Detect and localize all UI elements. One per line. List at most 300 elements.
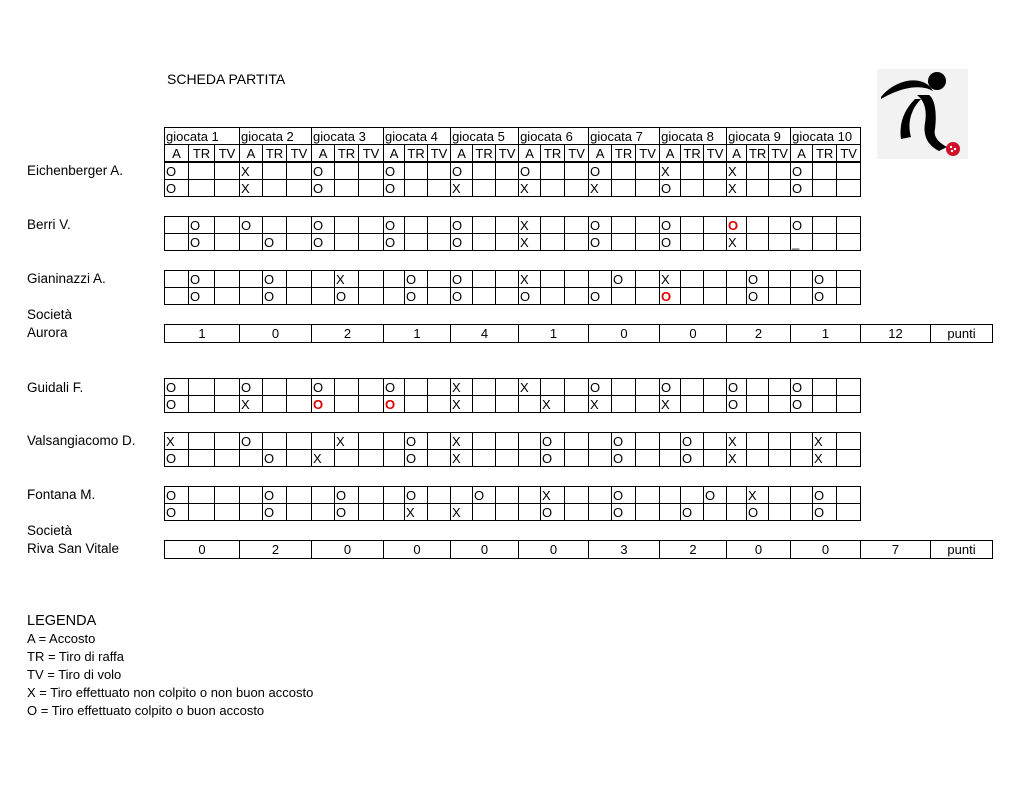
subcol-header: TV	[636, 145, 660, 162]
score-cell: O	[589, 163, 612, 180]
score-cell: O	[727, 396, 747, 413]
score-cell	[384, 487, 405, 504]
score-cell: O	[791, 163, 813, 180]
score-cell: O	[384, 379, 405, 396]
score-cell	[287, 433, 312, 450]
score-cell: O	[312, 379, 335, 396]
score-cell	[769, 217, 791, 234]
legend-item: O = Tiro effettuato colpito o buon accosto	[27, 703, 265, 718]
score-grid	[164, 216, 861, 251]
score-cell	[496, 379, 519, 396]
score-row	[165, 217, 861, 234]
score-cell: O	[312, 180, 335, 197]
score-cell	[769, 379, 791, 396]
score-cell: O	[165, 504, 189, 521]
giocata-total: 2	[660, 541, 727, 559]
score-cell	[769, 180, 791, 197]
score-cell	[660, 433, 681, 450]
score-cell: O	[612, 433, 636, 450]
subcol-header: TR	[405, 145, 428, 162]
score-cell	[359, 504, 384, 521]
score-cell	[165, 217, 189, 234]
score-cell	[704, 450, 727, 467]
score-cell	[335, 180, 359, 197]
score-cell: O	[335, 504, 359, 521]
societa-label: Società	[27, 307, 73, 322]
score-cell	[473, 234, 496, 251]
score-cell	[473, 163, 496, 180]
score-row	[165, 288, 861, 305]
score-cell	[428, 180, 451, 197]
score-cell	[636, 217, 660, 234]
score-cell: O	[589, 234, 612, 251]
score-cell: X	[312, 450, 335, 467]
score-cell	[612, 234, 636, 251]
score-cell	[312, 288, 335, 305]
score-cell: O	[541, 450, 565, 467]
player-name: Berri V.	[27, 217, 71, 232]
score-cell: X	[519, 217, 541, 234]
giocata-total: 0	[240, 325, 312, 343]
score-cell	[565, 271, 589, 288]
score-cell	[837, 163, 861, 180]
score-cell: O	[384, 180, 405, 197]
score-cell: O	[660, 234, 681, 251]
score-cell	[428, 217, 451, 234]
score-cell	[813, 379, 837, 396]
score-cell: X	[451, 433, 473, 450]
score-cell: O	[727, 379, 747, 396]
score-cell	[287, 163, 312, 180]
score-cell	[428, 234, 451, 251]
score-cell	[747, 379, 769, 396]
score-cell	[215, 180, 240, 197]
subcol-header: A	[451, 145, 473, 162]
score-row	[165, 450, 861, 467]
score-cell	[791, 450, 813, 467]
score-cell	[589, 504, 612, 521]
score-cell	[565, 379, 589, 396]
score-cell	[215, 271, 240, 288]
score-cell: O	[791, 396, 813, 413]
giocata-total: 0	[165, 541, 240, 559]
subcol-header: TR	[681, 145, 704, 162]
score-cell	[359, 396, 384, 413]
score-row	[165, 163, 861, 180]
score-cell: O	[165, 396, 189, 413]
score-cell: O	[384, 217, 405, 234]
score-cell	[473, 217, 496, 234]
score-cell: O	[312, 217, 335, 234]
score-cell	[660, 487, 681, 504]
score-cell	[727, 504, 747, 521]
score-cell	[428, 433, 451, 450]
score-cell	[189, 163, 215, 180]
score-cell	[240, 288, 263, 305]
score-cell	[215, 433, 240, 450]
giocata-header-10: giocata 10	[791, 128, 861, 145]
score-cell	[428, 504, 451, 521]
score-cell: O	[660, 180, 681, 197]
score-cell	[189, 450, 215, 467]
score-cell	[240, 271, 263, 288]
score-cell	[837, 487, 861, 504]
giocata-total: 3	[589, 541, 660, 559]
score-cell: X	[165, 433, 189, 450]
score-cell: X	[727, 450, 747, 467]
subcol-header: A	[519, 145, 541, 162]
score-cell	[837, 396, 861, 413]
score-cell: O	[612, 504, 636, 521]
score-cell: X	[660, 163, 681, 180]
score-cell	[791, 487, 813, 504]
score-row	[165, 504, 861, 521]
score-cell	[589, 271, 612, 288]
giocata-header-6: giocata 6	[519, 128, 589, 145]
score-cell	[636, 163, 660, 180]
score-cell	[240, 234, 263, 251]
giocata-total: 0	[519, 541, 589, 559]
score-cell	[837, 217, 861, 234]
score-row	[165, 379, 861, 396]
score-grid	[164, 378, 861, 413]
score-cell	[519, 450, 541, 467]
score-cell: O	[451, 288, 473, 305]
score-cell	[215, 396, 240, 413]
score-cell	[263, 217, 287, 234]
score-cell	[405, 180, 428, 197]
score-cell	[565, 487, 589, 504]
score-cell: O	[263, 271, 287, 288]
score-cell	[335, 450, 359, 467]
score-cell: O	[263, 450, 287, 467]
score-cell	[813, 396, 837, 413]
score-cell: O	[451, 234, 473, 251]
score-cell: X	[335, 433, 359, 450]
score-cell	[565, 504, 589, 521]
giocata-total: 0	[727, 541, 791, 559]
score-cell	[165, 288, 189, 305]
subcol-header: TR	[189, 145, 215, 162]
subcol-header: A	[791, 145, 813, 162]
subcol-header: TR	[747, 145, 769, 162]
score-cell	[747, 163, 769, 180]
score-cell: O	[384, 396, 405, 413]
score-cell	[541, 271, 565, 288]
score-cell	[496, 504, 519, 521]
score-cell	[384, 271, 405, 288]
score-cell	[636, 234, 660, 251]
score-cell	[769, 271, 791, 288]
score-cell	[769, 433, 791, 450]
score-cell	[769, 487, 791, 504]
score-cell	[189, 379, 215, 396]
score-cell: X	[519, 271, 541, 288]
score-cell	[359, 433, 384, 450]
score-cell: O	[813, 504, 837, 521]
score-cell	[312, 504, 335, 521]
score-grid	[164, 162, 861, 197]
score-cell	[359, 487, 384, 504]
score-cell	[636, 450, 660, 467]
score-cell: O	[263, 234, 287, 251]
score-cell: O	[681, 450, 704, 467]
subcol-header: TV	[215, 145, 240, 162]
score-cell: O	[312, 163, 335, 180]
giocata-total: 2	[312, 325, 384, 343]
subcol-header: TR	[335, 145, 359, 162]
score-cell	[769, 163, 791, 180]
score-cell	[496, 180, 519, 197]
score-cell	[565, 396, 589, 413]
score-cell	[312, 271, 335, 288]
subcol-header: TV	[428, 145, 451, 162]
subcol-header: A	[312, 145, 335, 162]
score-cell: O	[541, 433, 565, 450]
score-cell	[681, 234, 704, 251]
score-cell: O	[189, 271, 215, 288]
score-cell	[681, 271, 704, 288]
score-cell	[287, 271, 312, 288]
score-cell: O	[405, 288, 428, 305]
score-cell	[263, 396, 287, 413]
score-cell	[189, 180, 215, 197]
legend	[27, 612, 313, 720]
score-cell	[636, 288, 660, 305]
score-cell: X	[727, 163, 747, 180]
score-cell	[473, 433, 496, 450]
societa-label: Società	[27, 523, 73, 538]
giocata-header-5: giocata 5	[451, 128, 519, 145]
score-cell: O	[747, 271, 769, 288]
score-cell: O	[189, 217, 215, 234]
score-cell	[681, 217, 704, 234]
score-cell	[240, 487, 263, 504]
score-cell	[837, 234, 861, 251]
score-cell	[519, 504, 541, 521]
score-cell	[335, 396, 359, 413]
score-cell	[215, 163, 240, 180]
subcol-header: TV	[769, 145, 791, 162]
score-cell	[769, 234, 791, 251]
score-cell: O	[660, 288, 681, 305]
score-cell	[359, 379, 384, 396]
score-cell: X	[589, 396, 612, 413]
score-cell: X	[451, 396, 473, 413]
giocata-total: 4	[451, 325, 519, 343]
page-title: SCHEDA PARTITA	[167, 71, 286, 87]
score-cell	[636, 504, 660, 521]
legend-item: A = Accosto	[27, 631, 96, 646]
punti-label: punti	[931, 541, 993, 559]
score-cell	[384, 288, 405, 305]
subcol-header: A	[727, 145, 747, 162]
score-cell: O	[727, 217, 747, 234]
giocata-total: 0	[384, 541, 451, 559]
score-cell	[263, 433, 287, 450]
score-cell	[473, 379, 496, 396]
score-cell	[612, 396, 636, 413]
score-cell	[837, 271, 861, 288]
score-cell	[541, 288, 565, 305]
score-cell	[359, 450, 384, 467]
team-totals-row	[164, 324, 993, 343]
score-cell	[636, 433, 660, 450]
score-cell: O	[612, 450, 636, 467]
score-cell	[747, 217, 769, 234]
score-cell: X	[813, 433, 837, 450]
score-cell: O	[791, 217, 813, 234]
giocata-header-4: giocata 4	[384, 128, 451, 145]
giocata-header-1: giocata 1	[165, 128, 240, 145]
punti-label: punti	[931, 325, 993, 343]
score-cell	[165, 271, 189, 288]
giocata-total: 0	[312, 541, 384, 559]
giocata-total: 1	[165, 325, 240, 343]
score-cell	[287, 450, 312, 467]
score-cell: O	[312, 396, 335, 413]
score-cell	[519, 487, 541, 504]
player-name: Guidali F.	[27, 380, 84, 395]
score-cell: O	[451, 271, 473, 288]
giocata-total: 1	[519, 325, 589, 343]
subcol-header: A	[384, 145, 405, 162]
score-cell	[473, 180, 496, 197]
score-cell	[747, 450, 769, 467]
score-cell: O	[660, 379, 681, 396]
score-cell	[384, 433, 405, 450]
score-cell	[496, 487, 519, 504]
score-cell	[769, 450, 791, 467]
score-cell	[473, 450, 496, 467]
giocata-total: 0	[451, 541, 519, 559]
team-name: Riva San Vitale	[27, 541, 120, 556]
score-cell	[636, 396, 660, 413]
score-cell	[496, 396, 519, 413]
subcol-header: TV	[287, 145, 312, 162]
score-row	[165, 487, 861, 504]
giocata-total: 1	[791, 325, 861, 343]
score-cell: O	[165, 180, 189, 197]
score-cell	[837, 504, 861, 521]
score-cell	[496, 450, 519, 467]
giocata-header-3: giocata 3	[312, 128, 384, 145]
score-cell: O	[240, 379, 263, 396]
score-cell: O	[165, 450, 189, 467]
score-row	[165, 234, 861, 251]
score-cell	[727, 487, 747, 504]
score-cell	[660, 450, 681, 467]
score-cell	[473, 504, 496, 521]
score-cell	[704, 217, 727, 234]
score-cell	[704, 271, 727, 288]
score-cell	[473, 396, 496, 413]
score-cell	[359, 234, 384, 251]
score-cell	[727, 288, 747, 305]
score-cell	[612, 163, 636, 180]
subcol-header: TV	[359, 145, 384, 162]
team-score: 7	[861, 541, 931, 559]
score-cell	[215, 217, 240, 234]
score-cell	[287, 504, 312, 521]
score-cell	[565, 288, 589, 305]
player-name: Fontana M.	[27, 487, 96, 502]
score-cell	[565, 234, 589, 251]
score-cell	[287, 379, 312, 396]
score-cell	[747, 180, 769, 197]
score-cell: X	[747, 487, 769, 504]
score-cell: O	[405, 487, 428, 504]
score-cell: X	[813, 450, 837, 467]
score-cell: X	[660, 396, 681, 413]
score-cell	[287, 487, 312, 504]
legend-item: X = Tiro effettuato non colpito o non buon accosto	[27, 685, 314, 700]
score-cell	[769, 504, 791, 521]
subcol-header: TV	[565, 145, 589, 162]
subcol-header: TV	[837, 145, 861, 162]
score-cell	[428, 487, 451, 504]
score-cell	[704, 234, 727, 251]
score-cell: X	[727, 180, 747, 197]
score-cell: O	[263, 487, 287, 504]
score-cell	[496, 271, 519, 288]
score-cell	[496, 433, 519, 450]
score-cell: O	[519, 163, 541, 180]
giocata-total: 0	[660, 325, 727, 343]
legend-item: TV = Tiro di volo	[27, 667, 122, 682]
score-cell: O	[473, 487, 496, 504]
score-cell	[496, 217, 519, 234]
giocata-total: 1	[384, 325, 451, 343]
score-cell	[519, 396, 541, 413]
subcol-header: TR	[813, 145, 837, 162]
giocata-header-8: giocata 8	[660, 128, 727, 145]
subcol-header: A	[589, 145, 612, 162]
score-cell	[519, 433, 541, 450]
score-cell	[215, 234, 240, 251]
score-cell: O	[451, 217, 473, 234]
team-name: Aurora	[27, 325, 68, 340]
score-cell	[541, 379, 565, 396]
score-cell	[791, 271, 813, 288]
subcol-header: A	[165, 145, 189, 162]
giocata-header-9: giocata 9	[727, 128, 791, 145]
player-name: Eichenberger A.	[27, 163, 124, 178]
score-cell	[473, 271, 496, 288]
score-cell	[215, 487, 240, 504]
score-cell	[496, 234, 519, 251]
score-cell	[565, 180, 589, 197]
score-cell	[451, 487, 473, 504]
score-cell	[189, 487, 215, 504]
score-cell	[428, 288, 451, 305]
score-cell: X	[240, 396, 263, 413]
score-cell: X	[335, 271, 359, 288]
score-cell	[769, 396, 791, 413]
score-cell	[837, 433, 861, 450]
score-cell	[565, 217, 589, 234]
score-cell: X	[727, 234, 747, 251]
score-cell	[287, 396, 312, 413]
score-cell	[359, 271, 384, 288]
player-name: Gianinazzi A.	[27, 271, 106, 286]
score-cell: O	[335, 288, 359, 305]
score-cell	[428, 450, 451, 467]
giocata-total: 0	[589, 325, 660, 343]
score-cell: O	[541, 504, 565, 521]
score-cell: O	[747, 504, 769, 521]
score-cell	[189, 504, 215, 521]
